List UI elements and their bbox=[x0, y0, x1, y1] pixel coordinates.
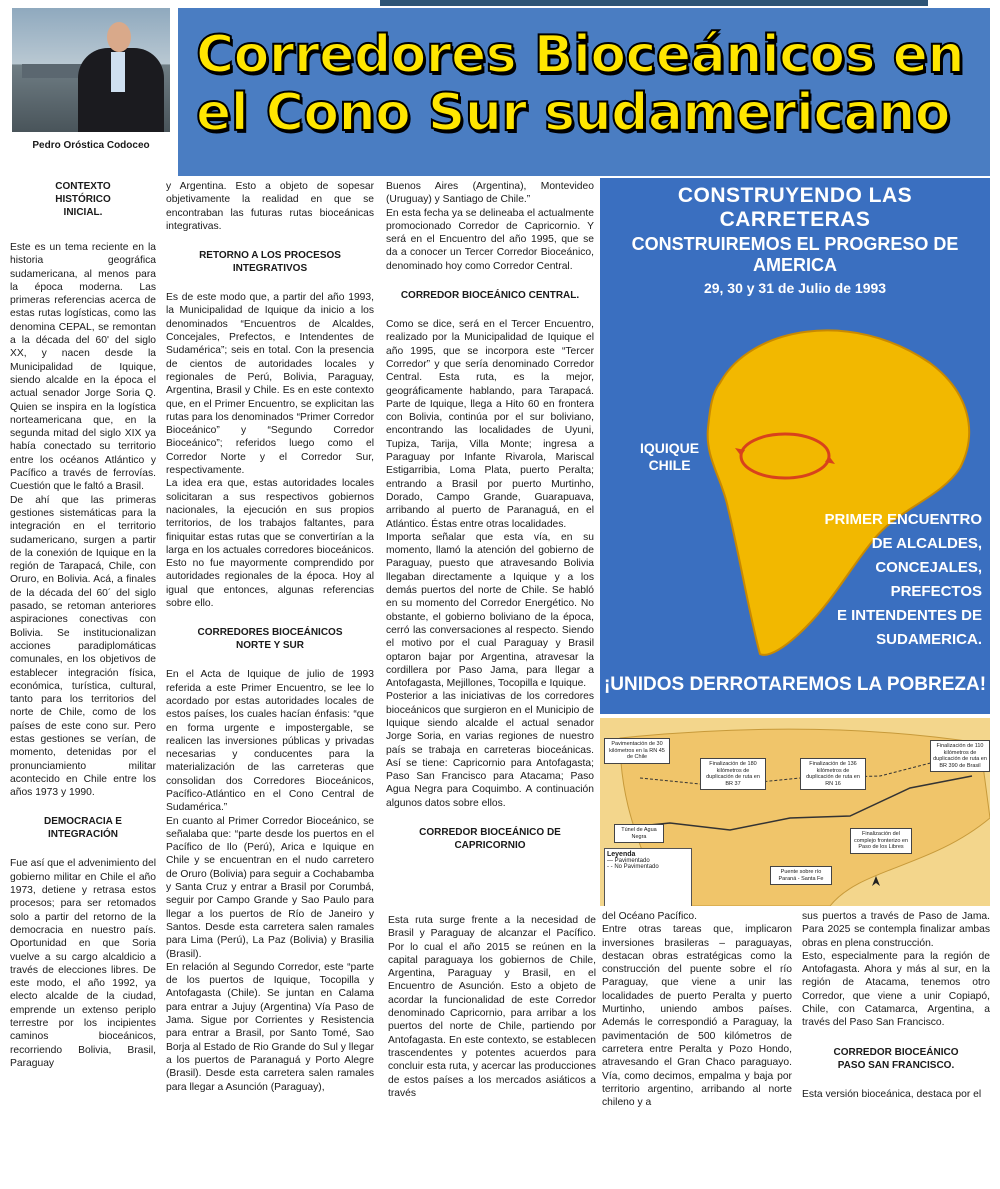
column-4 bbox=[388, 898, 596, 1100]
paragraph: En cuanto al Primer Corredor Bioceánico, se señalaba que: “parte desde los puertos en el Pacífico de Ilo (Perú), Arica e Iquique en Chile y se encuentran en el nudo carretero de Oruro (Bolivia) para seguir a Cochabamba y Santa Cruz y entrar a Brasil por Corumbá, seguir por Campo Grande y Sao Paulo para llegar a los puertos de Río de Janeiro y Santos. Desde esta carretera salen ramales para Lima (Perú), La Paz (Bolivia) y Brasilia (Brasil). bbox=[166, 815, 374, 960]
poster-subheadline: CONSTRUIREMOS EL PROGRESO DE AMERICA bbox=[631, 234, 959, 275]
article-title: Corredores Bioceánicos en el Cono Sur sudamericano bbox=[196, 25, 964, 143]
author-name: Pedro Oróstica Codoceo bbox=[32, 140, 150, 151]
paragraph: En esta fecha ya se delineaba el actualmente promocionado Corredor de Capricornio. Y será en el Encuentro del año 1995, que se da a conocer un Tercer Corredor Bioceánico, denominado hoy como Corredor Central. bbox=[386, 207, 594, 272]
section-heading: CONTEXTO HISTÓRICO INICIAL. bbox=[55, 181, 111, 218]
paragraph: Fue así que el advenimiento del gobierno militar en Chile el año 1973, detiene y retrasa estos procesos; para ser retomados solo a partir del retorno de la democracia en nuestro país. Oportunidad en que Soria vuelve a su cargo alcaldicio a través de elecciones libres. De este modo, el año 1992, ya electo alcalde de la ciudad, emprende un extenso periplo terrestre por los incipientes caminos bioceánicos, recorriendo Bolivia, Brasil, Paraguay bbox=[10, 858, 156, 1069]
poster-image bbox=[600, 178, 990, 714]
section-heading: DEMOCRACIA E INTEGRACIÓN bbox=[44, 816, 122, 841]
column-5 bbox=[602, 910, 792, 1109]
paragraph: Como se dice, será en el Tercer Encuentro, realizado por la Municipalidad de Iquique el año 1995, que se incorpora este “Tercer Corredor” y que sería denominado Corredor Central. Esta ruta, es la mejor, geográficamente hablando, para Tarapacá. Parte de Iquique, llega a Hito 60 en frontera con Bolivia, continúa por el sur boliviano, encontrando las localidades de Uyuni, Tupiza, Tarija, Villa Monte; ingresa a Paraguay por Infante Rivarola, Mariscal Estigarribia, Loma Plata, puerto Peralta; entrando a Brasil por puerto Murtinho, Dorado, Campo Grande, Guarapuava, arribando al puerto de Paranaguá, en el Atlántico. Éstas entre otras localidades. bbox=[386, 319, 594, 530]
section-heading: CORREDOR BIOCEÁNICO PASO SAN FRANCISCO. bbox=[833, 1046, 959, 1071]
paragraph: Este es un tema reciente en la historia geográfica sudamericana, al menos para la época moderna. Las primeras referencias acerca de estas rutas logísticas, como las denomina CEPAL, se remontan a la década del 60' del siglo XX, y nacen desde la Municipalidad de Iquique, siendo alcalde en la época el actual senador Jorge Soria Q. Quien se inspira en la logística norteamericana que, en la segunda mitad del siglo XIX ya había conectado su territorio entre los océanos Atlántico y Pacífico a través de ferrovías. Cuestión que le faltó a Brasil. bbox=[10, 242, 156, 493]
corridor-map-image bbox=[600, 718, 990, 906]
poster-location: IQUIQUE CHILE bbox=[640, 440, 700, 473]
paragraph: Buenos Aires (Argentina), Montevideo (Uruguay) y Santiago de Chile.” bbox=[386, 181, 594, 206]
column-1 bbox=[10, 180, 156, 1070]
section-heading: CORREDORES BIOCEÁNICOS NORTE Y SUR bbox=[197, 627, 343, 652]
paragraph: Entre otras tareas que, implicaron inversiones brasileras – paraguayas, destacan obras estratégicas como la construcción del puente sobre el río Paraguay, que viene a unir las localidades de puerto Peralta y puerto Murtinho, uniendo ambos países. Además le correspondió a Paraguay, la pavimentación de 500 kilómetros de carretera entre Peralta y Pozo Hondo, atravesando el Gran Chaco paraguayo. Vía, como decimos, empalma y baja por territorio argentino, arribando al norte chileno y a bbox=[602, 924, 792, 1109]
column-3 bbox=[386, 180, 594, 852]
author-photo bbox=[12, 8, 170, 132]
section-heading: CORREDOR BIOCEÁNICO DE CAPRICORNIO bbox=[419, 827, 561, 852]
map-note: Túnel de Agua Negra bbox=[614, 824, 664, 843]
map-note: Finalización de 136 kilómetros de duplicación de ruta en RN 16 bbox=[800, 758, 866, 790]
map-note: Finalización del complejo fronterizo en Paso de los Libres bbox=[850, 828, 912, 854]
title-banner bbox=[178, 8, 990, 176]
paragraph: En el Acta de Iquique de julio de 1993 referida a este Primer Encuentro, se lee lo acordado por estas autoridades locales de estos países, los cuales hacían énfasis: “que en forma urgente e impostergable, se realicen las inversiones públicas y privadas necesarias y conducentes para la materialización de las carreteras que consolidan dos Corredores Bioceánicos, Pacífico-Atlántico en el Cono Central de Sudamérica.” bbox=[166, 669, 374, 814]
paragraph: Importa señalar que esta vía, en su momento, llamó la atención del gobierno de Paraguay, puesto que atravesando Bolivia llegaban directamente a Iquique y a los demás puertos del norte de Chile. Se habló en su momento del Corredor Energético. No obstante, el gobierno boliviano de la época, cerró las conversaciones al respecto. Siendo el motivo por el cual Paraguay y Brasil optaron bajar por Argentina, atravesar la cordillera por Paso Jama, para llegar a Antofagasta, Mejillones, Tocopilla e Iquique. bbox=[386, 531, 594, 690]
poster-headline: CONSTRUYENDO LAS CARRETERAS bbox=[677, 184, 913, 231]
map-note: Finalización de 110 kilómetros de duplicación de ruta en BR 390 de Brasil bbox=[930, 740, 990, 772]
paragraph: sus puertos a través de Paso de Jama. Para 2025 se contempla finalizar ambas obras en plena construcción. bbox=[802, 911, 990, 949]
paragraph: Esta ruta surge frente a la necesidad de Brasil y Paraguay de alcanzar el Pacífico. Por lo cual el año 2015 se reúnen en la capital paraguaya los gobiernos de Chile, Argentina, Paraguay y Brasil, en el Encuentro de Asunción. Esto a objeto de acordar la funcionalidad de este Corredor denominado Capricornio, para arribar a los puertos del norte de Chile, partiendo por Antofagasta. En este contexto, se establecen trascendentes y potentes acuerdos para concluir esta ruta, y acercar las producciones de estos países a los mercados asiáticos a través bbox=[388, 915, 596, 1099]
column-2 bbox=[166, 180, 374, 1094]
section-heading: CORREDOR BIOCEÁNICO CENTRAL. bbox=[400, 290, 580, 302]
section-heading: RETORNO A LOS PROCESOS INTEGRATIVOS bbox=[199, 250, 341, 275]
paragraph: De ahí que las primeras gestiones sistemáticas para la integración en el territorio sudamericano, surgen a partir de la conexión de Iquique en la región de Tarapacá, Chile, con Oruro, en Bolivia. Acá, a finales de la década del 60´ del siglo pasado, se retoman anteriores aspiraciones conectivas con Bolivia. Se institucionalizan acciones paradiplomáticas comunales, en los objetivos de establecer integración física, económica, turística, cultural, tanto para los territorios del norte de Chile, como de los países de este cono sur. Pero estas gestiones se verían, de momento, detenidas por el pronunciamiento militar acontecido en Chile entre los años 1973 y 1990. bbox=[10, 494, 156, 799]
paragraph: Esto, especialmente para la región de Antofagasta. Ahora y más al sur, en la región de Atacama, tenemos otro Corredor, que viene a unir Copiapó, Chile, con Catamarca, Argentina, a través del Paso San Francisco. bbox=[802, 950, 990, 1029]
paragraph: En relación al Segundo Corredor, este “parte de los puertos de Iquique, Tocopilla y Antofagasta (Chile). Se juntan en Calama para entrar a Jujuy (Argentina) Vía Paso de Jama. Sigue por Corrientes y Resistencia para entrar a Brasil, por Santo Tomé, Sao Borja al Estado de Rio Grande do Sul y llegar a los puertos de Paranaguá y Porto Alegre (Brasil). Desde esta carretera salen ramales para llegar a Asunción (Paraguay), bbox=[166, 961, 374, 1093]
paragraph: La idea era que, estas autoridades locales solicitaran a sus respectivos gobiernos nacionales, la ejecución en sus propios territorios, de los trabajos faltantes, para finiquitar estas rutas que se convertirían a la larga en los actuales corredores bioceánicos. Esto no fue mayormente comprendido por autoridades regionales de la época. Hoy al igual que entonces, algunas referencias sobre ello. bbox=[166, 478, 374, 610]
paragraph: y Argentina. Esto a objeto de sopesar objetivamente la realidad en que se encontraban las futuras rutas bioceánicas integrativas. bbox=[166, 181, 374, 232]
map-note: Puente sobre río Paraná - Santa Fe bbox=[770, 866, 832, 885]
map-note: Finalización de 180 kilómetros de duplicación de ruta en BR 37 bbox=[700, 758, 766, 790]
poster-event: PRIMER ENCUENTRO DE ALCALDES, CONCEJALES, PREFECTOS E INTENDENTES DE SUDAMERICA. bbox=[824, 511, 982, 648]
paragraph: Posterior a las iniciativas de los corredores bioceánicos que surgieron en el Municipio de Iquique siendo alcalde el actual senador Jorge Soria, en varias regiones de nuestro país se trabaja en carreteras bioceánicas. Así se tiene: Capricornio para Antofagasta; Paso San Francisco para Atacama; Paso Agua Negra para Coquimbo. A continuación algunos datos sobre ellos. bbox=[386, 691, 594, 809]
paragraph: Es de este modo que, a partir del año 1993, la Municipalidad de Iquique da inicio a los denominados “Encuentros de Alcaldes, Concejales, Prefectos, e Intendentes de Sudamérica”; seis en total. Con la presencia de cientos de autoridades locales y regionales de Perú, Bolivia, Paraguay, Argentina, Brasil y Chile. Es en este contexto que, en el Primer Encuentro, se explicitan las rutas para los denominados “Primer Corredor Bioceánico” y “Segundo Corredor Bioceánico”; referidos luego como el Corredor Norte y el Corredor Sur, respectivamente. bbox=[166, 292, 374, 477]
paragraph: Esta versión bioceánica, destaca por el bbox=[802, 1088, 982, 1100]
paragraph: del Océano Pacífico. bbox=[602, 911, 698, 922]
column-6 bbox=[802, 910, 990, 1101]
map-legend: Leyenda ― Pavimentado - - No Pavimentado bbox=[604, 848, 692, 906]
map-note: Pavimentación de 30 kilómetros en la RN 45 de Chile bbox=[604, 738, 670, 764]
poster-dates: 29, 30 y 31 de Julio de 1993 bbox=[703, 280, 887, 296]
poster-slogan: ¡UNIDOS DERROTAREMOS LA POBREZA! bbox=[603, 674, 987, 695]
top-accent-bar bbox=[380, 0, 928, 6]
